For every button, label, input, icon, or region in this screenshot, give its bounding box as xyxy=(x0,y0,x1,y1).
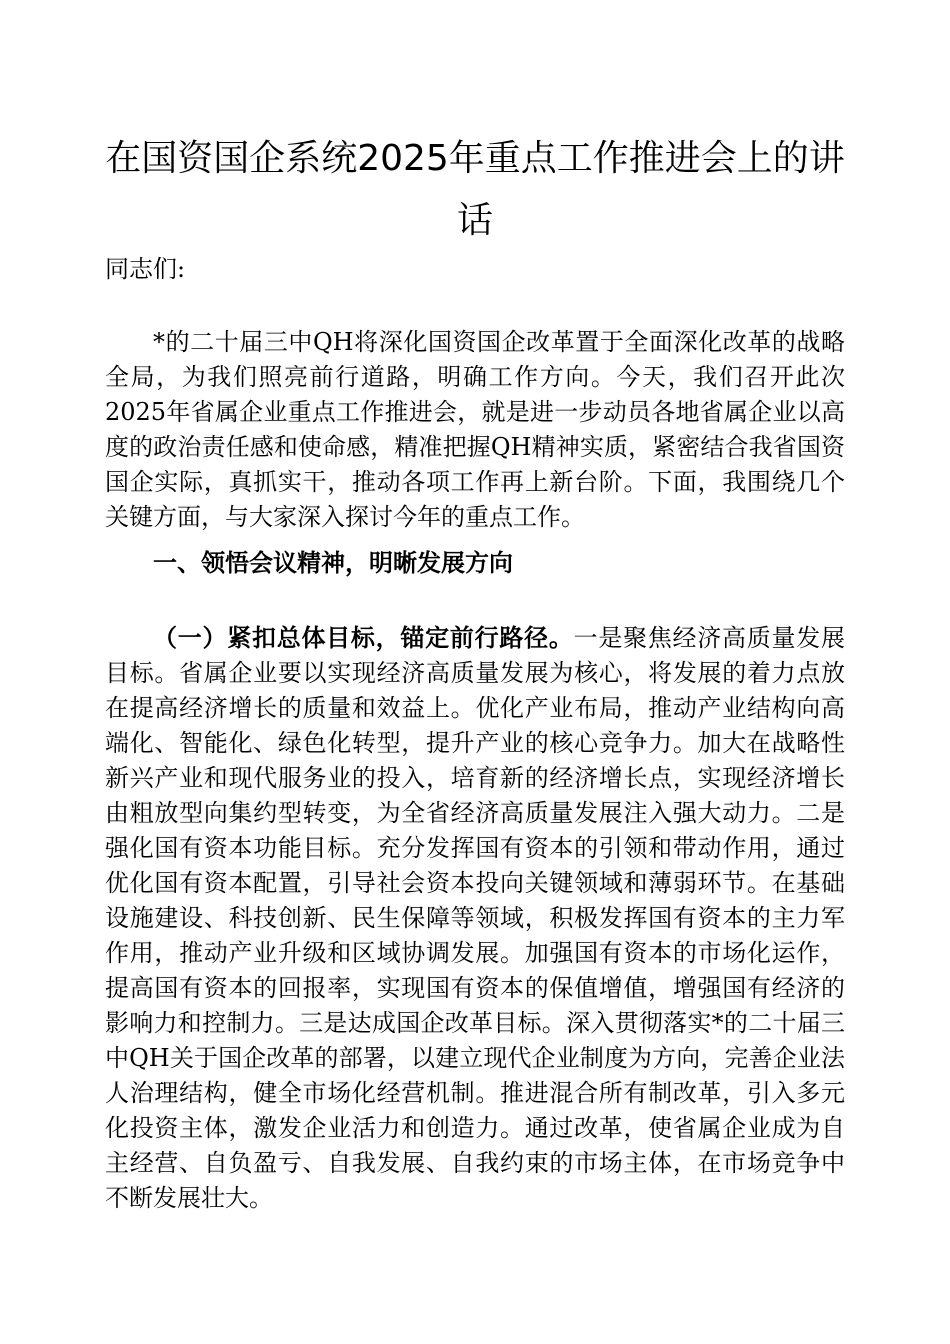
subsection-lead: （一）紧扣总体目标，锚定前行路径。 xyxy=(153,623,574,652)
section-heading-1: 一、领悟会议精神，明晰发展方向 xyxy=(153,548,513,577)
subsection-body: 一是聚焦经济高质量发展目标。省属企业要以实现经济高质量发展为核心，将发展的着力点放在提高经济增长的质量和效益上。优化产业布局，推动产业结构向高端化、智能化、绿色化转型，提升产业的核心竞争力。加大在战略性新兴产业和现代服务业的投入，培育新的经济增长点，实现经济增长由粗放型向集约型转变，为全省经济高质量发展注入强大动力。二是强化国有资本功能目标。充分发挥国有资本的引领和带动作用，通过优化国有资本配置，引导社会资本投向关键领域和薄弱环节。在基础设施建设、科技创新、民生保障等领域，积极发挥国有资本的主力军作用，推动产业升级和区域协调发展。加强国有资本的市场化运作，提高国有资本的回报率，实现国有资本的保值增值，增强国有经济的影响力和控制力。三是达成国企改革目标。深入贯彻落实*的二十届三中QH关于国企改革的部署，以建立现代企业制度为方向，完善企业法人治理结构，健全市场化经营机制。推进混合所有制改革，引入多元化投资主体，激发企业活力和创造力。通过改革，使省属企业成为自主经营、自负盈亏、自我发展、自我约束的市场主体，在市场竞争中不断发展壮大。 xyxy=(105,624,846,1212)
subsection-paragraph-1 xyxy=(105,620,845,1216)
document-title: 在国资国企系统2025年重点工作推进会上的讲话 xyxy=(105,138,845,241)
greeting: 同志们: xyxy=(105,255,186,283)
intro-paragraph: *的二十届三中QH将深化国资国企改革置于全面深化改革的战略全局，为我们照亮前行道路，明确工作方向。今天，我们召开此次2025年省属企业重点工作推进会，就是进一步动员各地省属企业以高度的政治责任感和使命感，精准把握QH精神实质，紧密结合我省国资国企实际，真抓实干，推动各项工作再上新台阶。下面，我围绕几个关键方面，与大家深入探讨今年的重点工作。 xyxy=(105,328,845,531)
